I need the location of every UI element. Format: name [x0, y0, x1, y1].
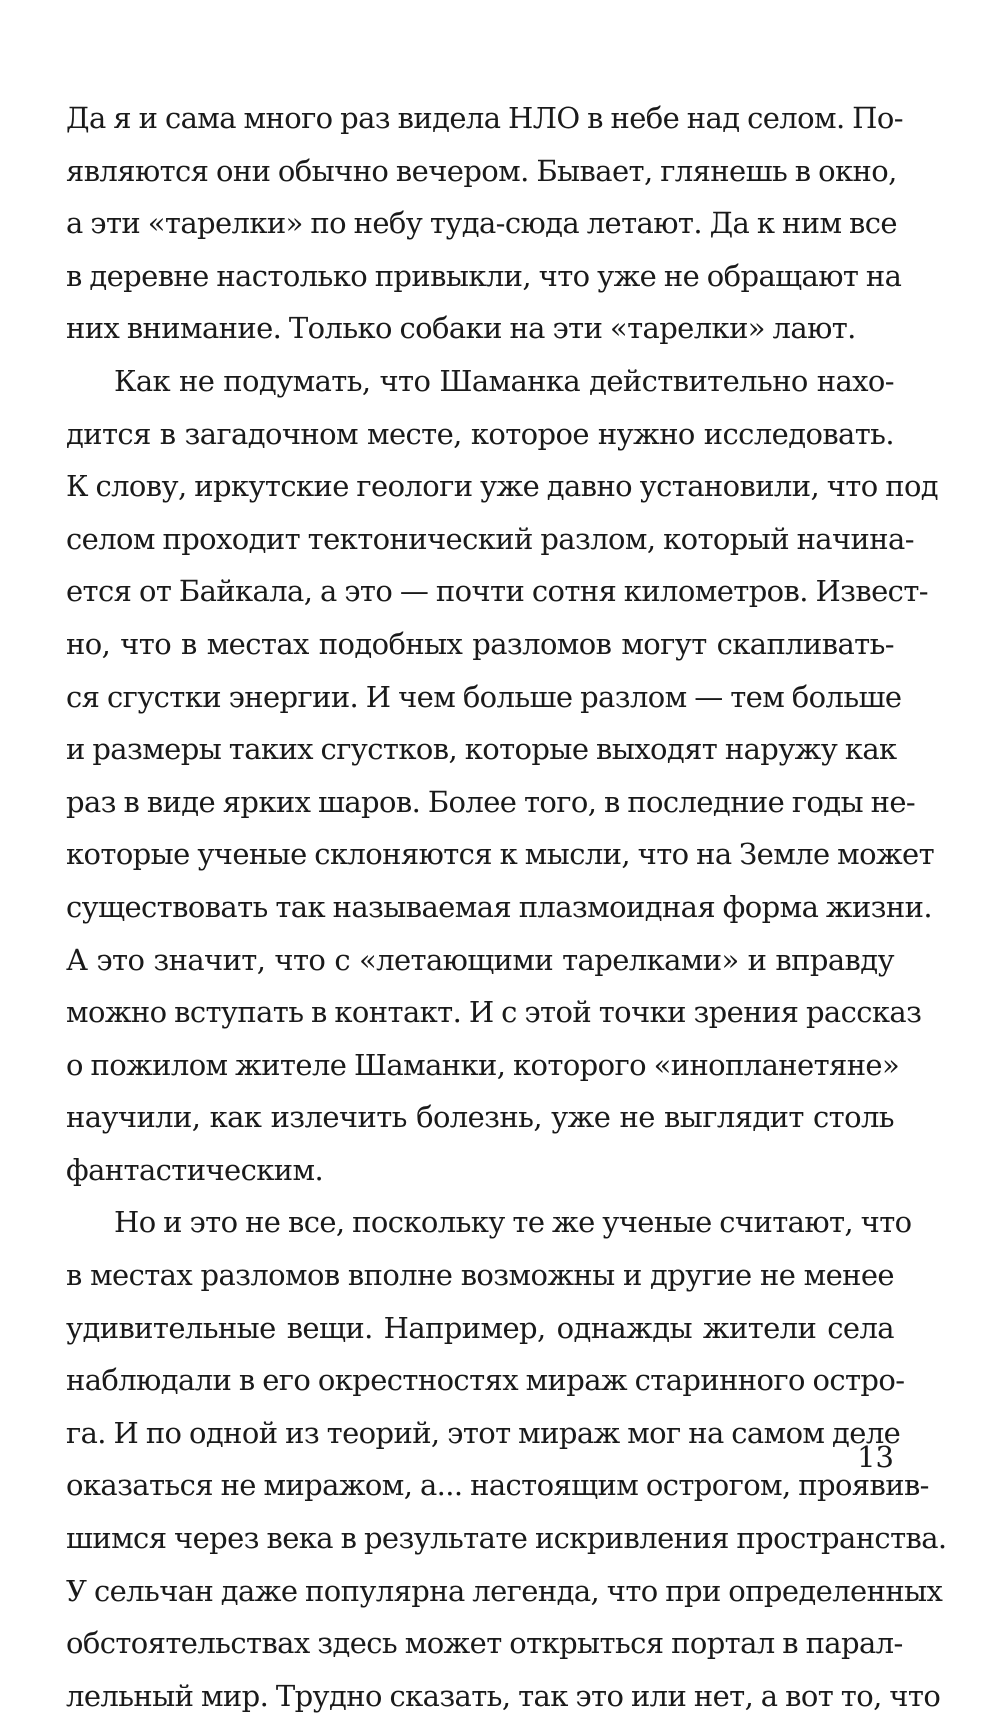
text-line: являются они обычно вечером. Бывает, глянешь в окно,	[66, 153, 897, 188]
text-line: существовать так называемая плазмоидная форма жизни.	[66, 889, 932, 924]
text-line: в местах разломов вполне возможны и другие не менее	[66, 1258, 894, 1293]
text-line: в деревне настолько привыкли, что уже не обращают на	[66, 258, 902, 293]
text-line: них внимание. Только собаки на эти «тарелки» лают.	[66, 311, 856, 346]
text-line: научили, как излечить болезнь, уже не выглядит столь	[66, 1100, 894, 1135]
text-line: селом проходит тектонический разлом, который начина-	[66, 521, 914, 556]
text-line: К слову, иркутские геологи уже давно установили, что под	[66, 469, 939, 504]
paragraph	[66, 355, 939, 1197]
text-line: а эти «тарелки» по небу туда-сюда летают. Да к ним все	[66, 206, 897, 241]
text-line: га. И по одной из теорий, этот мираж мог на самом деле	[66, 1415, 901, 1450]
text-line: дится в загадочном месте, которое нужно исследовать.	[66, 416, 894, 451]
body-text	[66, 92, 947, 1722]
text-line: А это значит, что с «летающими тарелками» и вправду	[66, 942, 894, 977]
text-line: ся сгустки энергии. И чем больше разлом — тем больше	[66, 679, 902, 714]
text-line: лельный мир. Трудно сказать, так это или нет, а вот то, что	[66, 1678, 941, 1713]
text-line: фантастическим.	[66, 1152, 324, 1187]
text-line: У сельчан даже популярна легенда, что при определенных	[66, 1573, 943, 1608]
text-line: и размеры таких сгустков, которые выходят наружу как	[66, 732, 897, 767]
text-line: можно вступать в контакт. И с этой точки зрения рассказ	[66, 995, 922, 1030]
text-line: раз в виде ярких шаров. Более того, в последние годы не-	[66, 784, 916, 819]
text-line: Да я и сама много раз видела НЛО в небе над селом. По-	[66, 101, 903, 135]
page-number: 13	[857, 1440, 894, 1474]
text-line: оказаться не миражом, а... настоящим острогом, проявив-	[66, 1468, 929, 1503]
text-line: ется от Байкала, а это — почти сотня километров. Извест-	[66, 574, 928, 609]
text-line: которые ученые склоняются к мысли, что на Земле может	[66, 837, 935, 872]
text-line: удивительные вещи. Например, однажды жители села	[66, 1310, 894, 1345]
text-line: наблюдали в его окрестностях мираж старинного остро-	[66, 1363, 905, 1398]
paragraph	[66, 92, 903, 355]
text-line: о пожилом жителе Шаманки, которого «инопланетяне»	[66, 1047, 900, 1082]
text-line: обстоятельствах здесь может открыться портал в парал-	[66, 1626, 903, 1661]
text-line: Как не подумать, что Шаманка действительно нахо-	[114, 363, 894, 398]
paragraph	[66, 1196, 947, 1722]
text-line: шимся через века в результате искривления пространства.	[66, 1521, 947, 1556]
text-line: Но и это не все, поскольку те же ученые считают, что	[114, 1205, 912, 1240]
text-line: но, что в местах подобных разломов могут скапливать-	[66, 626, 894, 661]
